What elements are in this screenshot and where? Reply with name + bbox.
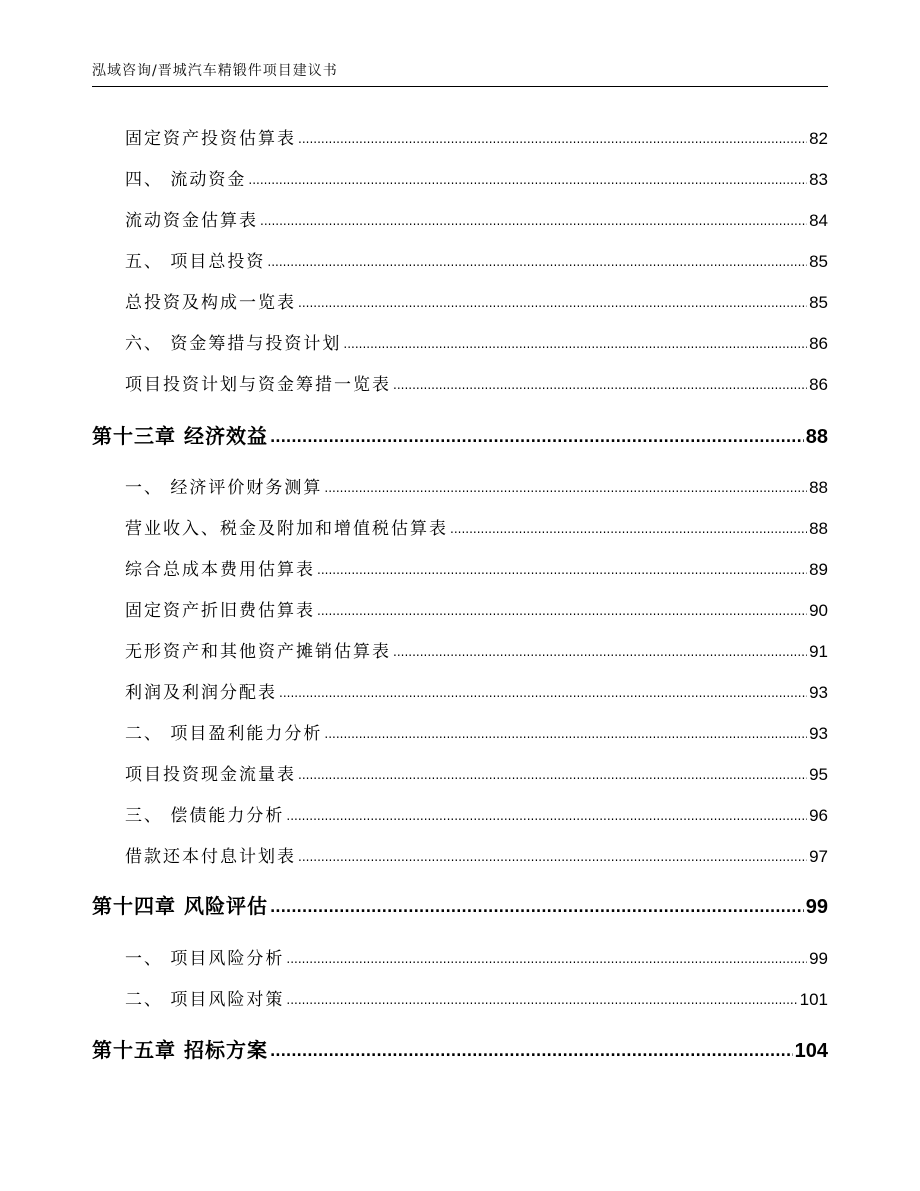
toc-dot-leader bbox=[286, 948, 807, 968]
toc-entry-page: 91 bbox=[809, 642, 828, 661]
toc-entry[interactable] bbox=[125, 288, 828, 313]
toc-entry-page: 88 bbox=[809, 478, 828, 497]
toc-entry[interactable] bbox=[125, 555, 828, 580]
toc-entry-label: 项目投资计划与资金筹措一览表 bbox=[125, 375, 391, 395]
toc-chapter-label: 第十三章 经济效益 bbox=[92, 424, 268, 448]
toc-dot-leader bbox=[393, 641, 807, 661]
toc-entry-page: 97 bbox=[809, 847, 828, 866]
toc-entry[interactable] bbox=[125, 124, 828, 149]
toc-entry-page: 93 bbox=[809, 724, 828, 743]
toc-entry-label: 流动资金估算表 bbox=[125, 211, 258, 231]
toc-chapter-label: 第十五章 招标方案 bbox=[92, 1038, 268, 1062]
toc-dot-leader bbox=[286, 989, 797, 1009]
toc-entry[interactable] bbox=[125, 596, 828, 621]
toc-dot-leader bbox=[324, 723, 807, 743]
toc-entry-page: 85 bbox=[809, 293, 828, 312]
toc-entry-label: 三、 偿债能力分析 bbox=[125, 806, 285, 826]
header-divider bbox=[92, 86, 828, 87]
toc-chapter-page: 104 bbox=[794, 1040, 828, 1062]
toc-entry[interactable] bbox=[125, 719, 828, 744]
toc-entry-page: 95 bbox=[809, 765, 828, 784]
toc-dot-leader bbox=[317, 600, 807, 620]
toc-entry-label: 五、 项目总投资 bbox=[125, 252, 266, 272]
toc-dot-leader bbox=[324, 477, 807, 497]
page-header: 泓域咨询/晋城汽车精锻件项目建议书 bbox=[92, 63, 338, 79]
toc-chapter-entry[interactable] bbox=[92, 890, 828, 919]
toc-entry-label: 一、 经济评价财务测算 bbox=[125, 478, 323, 498]
toc-dot-leader bbox=[286, 805, 807, 825]
toc-entry-label: 二、 项目盈利能力分析 bbox=[125, 724, 323, 744]
toc-entry-page: 93 bbox=[809, 683, 828, 702]
toc-dot-leader bbox=[260, 210, 807, 230]
toc-dot-leader bbox=[248, 169, 807, 189]
toc-entry-label: 六、 资金筹措与投资计划 bbox=[125, 334, 342, 354]
toc-entry-label: 借款还本付息计划表 bbox=[125, 847, 296, 867]
toc-entry-page: 101 bbox=[799, 990, 828, 1009]
toc-dot-leader bbox=[267, 251, 807, 271]
toc-entry-label: 一、 项目风险分析 bbox=[125, 949, 285, 969]
toc-entry-label: 固定资产折旧费估算表 bbox=[125, 601, 315, 621]
toc-dot-leader bbox=[343, 333, 807, 353]
toc-entry[interactable] bbox=[125, 165, 828, 190]
toc-entry-page: 89 bbox=[809, 560, 828, 579]
toc-entry-page: 90 bbox=[809, 601, 828, 620]
toc-chapter-page: 99 bbox=[805, 896, 828, 918]
toc-entry[interactable] bbox=[125, 206, 828, 231]
toc-entry-label: 二、 项目风险对策 bbox=[125, 990, 285, 1010]
toc-dot-leader bbox=[298, 764, 807, 784]
toc-entry[interactable] bbox=[125, 985, 828, 1010]
toc-entry[interactable] bbox=[125, 760, 828, 785]
toc-entry[interactable] bbox=[125, 678, 828, 703]
toc-dot-leader bbox=[393, 374, 807, 394]
toc-entry[interactable] bbox=[125, 473, 828, 498]
toc-entry[interactable] bbox=[125, 370, 828, 395]
toc-dot-leader bbox=[298, 846, 807, 866]
toc-chapter-entry[interactable] bbox=[92, 420, 828, 449]
toc-entry[interactable] bbox=[125, 329, 828, 354]
toc-dot-leader bbox=[270, 423, 804, 447]
toc-entry-label: 综合总成本费用估算表 bbox=[125, 560, 315, 580]
toc-entry[interactable] bbox=[125, 247, 828, 272]
toc-dot-leader bbox=[450, 518, 807, 538]
toc-dot-leader bbox=[270, 1037, 793, 1061]
toc-entry-page: 82 bbox=[809, 129, 828, 148]
toc-dot-leader bbox=[279, 682, 807, 702]
toc-entry-page: 85 bbox=[809, 252, 828, 271]
toc-dot-leader bbox=[317, 559, 807, 579]
toc-chapter-label: 第十四章 风险评估 bbox=[92, 894, 268, 918]
toc-chapter-page: 88 bbox=[805, 426, 828, 448]
toc-chapter-entry[interactable] bbox=[92, 1034, 828, 1063]
toc-entry-label: 营业收入、税金及附加和增值税估算表 bbox=[125, 519, 448, 539]
toc-entry[interactable] bbox=[125, 637, 828, 662]
toc-entry[interactable] bbox=[125, 842, 828, 867]
toc-dot-leader bbox=[270, 893, 804, 917]
toc-entry-label: 无形资产和其他资产摊销估算表 bbox=[125, 642, 391, 662]
toc-entry-page: 84 bbox=[809, 211, 828, 230]
toc-entry-page: 96 bbox=[809, 806, 828, 825]
toc-entry-label: 项目投资现金流量表 bbox=[125, 765, 296, 785]
toc-entry-label: 固定资产投资估算表 bbox=[125, 129, 296, 149]
toc-entry[interactable] bbox=[125, 944, 828, 969]
toc-entry[interactable] bbox=[125, 801, 828, 826]
toc-entry-page: 86 bbox=[809, 375, 828, 394]
toc-entry-label: 利润及利润分配表 bbox=[125, 683, 277, 703]
toc-entry-page: 83 bbox=[809, 170, 828, 189]
toc-entry-page: 86 bbox=[809, 334, 828, 353]
toc-entry-label: 四、 流动资金 bbox=[125, 170, 247, 190]
toc-entry-page: 88 bbox=[809, 519, 828, 538]
toc-dot-leader bbox=[298, 128, 807, 148]
toc-entry-label: 总投资及构成一览表 bbox=[125, 293, 296, 313]
toc-dot-leader bbox=[298, 292, 807, 312]
toc-entry[interactable] bbox=[125, 514, 828, 539]
toc-entry-page: 99 bbox=[809, 949, 828, 968]
